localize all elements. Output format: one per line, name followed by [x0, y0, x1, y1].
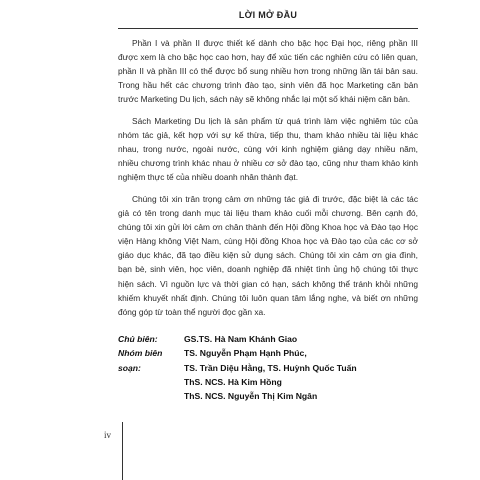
author-credits	[118, 332, 418, 403]
page-title: LỜI MỞ ĐẦU	[238, 10, 298, 20]
editor-in-chief-label: Chủ biên:	[118, 334, 158, 344]
editorial-team-name: ThS. NCS. Nguyễn Thị Kim Ngân	[184, 391, 318, 402]
editorial-team-names	[184, 346, 418, 403]
editorial-team-label: Nhóm biên soạn:	[118, 348, 163, 373]
page-header	[118, 6, 418, 29]
paragraph-acknowledgements: Chúng tôi xin trân trọng cảm ơn những tác giả đi trước, đặc biệt là các tác giả có tên trong danh mục tài liệu tham khảo cuối mỗi chương. Bên cạnh đó, chúng tôi xin gửi lời cảm ơn chân thành đến Hội đồng Khoa học và Đào tạo Học viện Hàng không Việt Nam, cùng Hội đồng Khoa học và Đào tạo của các cơ sở giáo dục khác, đã tạo điều kiện sử dụng sách. Chúng tôi xin cảm ơn gia đình, bạn bè, sinh viên, học viên, doanh nghiệp đã nhiệt tình ủng hộ chúng tôi thực hiện sách. Vì nguồn lực và thời gian có hạn, sách không thể tránh khỏi những khiếm khuyết nhất định. Chúng tôi luôn quan tâm lắng nghe, và biết ơn những đóng góp từ toàn thể người đọc gần xa.	[118, 193, 418, 317]
editorial-team-name: ThS. NCS. Hà Kim Hồng	[184, 376, 282, 387]
editorial-team-name: TS. Nguyễn Phạm Hạnh Phúc,	[184, 348, 307, 359]
editor-in-chief-row	[118, 332, 418, 346]
paragraph-course-structure: Phần I và phần II được thiết kế dành cho bậc học Đại học, riêng phần III được xem là cho bậc học cao hơn, hay để xúc tiến các nghiên cứu có liên quan, phần II và phần III có thể được bổ sung nhiều hơn trong những lần tái bản sau. Trong hầu hết các chương trình đào tạo, sinh viên đã học Marketing căn bản trước Marketing Du lịch, sách này sẽ không nhắc lại một số khái niệm căn bản.	[118, 38, 418, 105]
page-number: iv	[104, 430, 112, 440]
editor-in-chief-name: GS.TS. Hà Nam Khánh Giao	[184, 334, 298, 344]
paragraph-book-origin: Sách Marketing Du lịch là sản phẩm từ quá trình làm việc nghiêm túc của nhóm tác giả, kết hợp với sự kế thừa, tiếp thu, tham khảo nhiều tài liệu khác nhau, trong nước, ngoài nước, cùng với kinh nghiệm giảng dạy nhiều năm, nhiều chương trình khác nhau ở nhiều cơ sở đào tạo, cũng như tham khảo kinh nghiệm thực tế của nhiều doanh nhân thành đạt.	[118, 115, 418, 183]
preface-body	[118, 36, 418, 326]
editorial-team-row	[118, 346, 418, 403]
margin-rule	[122, 422, 123, 480]
editorial-team-name: TS. Trần Diệu Hằng, TS. Huỳnh Quốc Tuấn	[184, 362, 357, 373]
